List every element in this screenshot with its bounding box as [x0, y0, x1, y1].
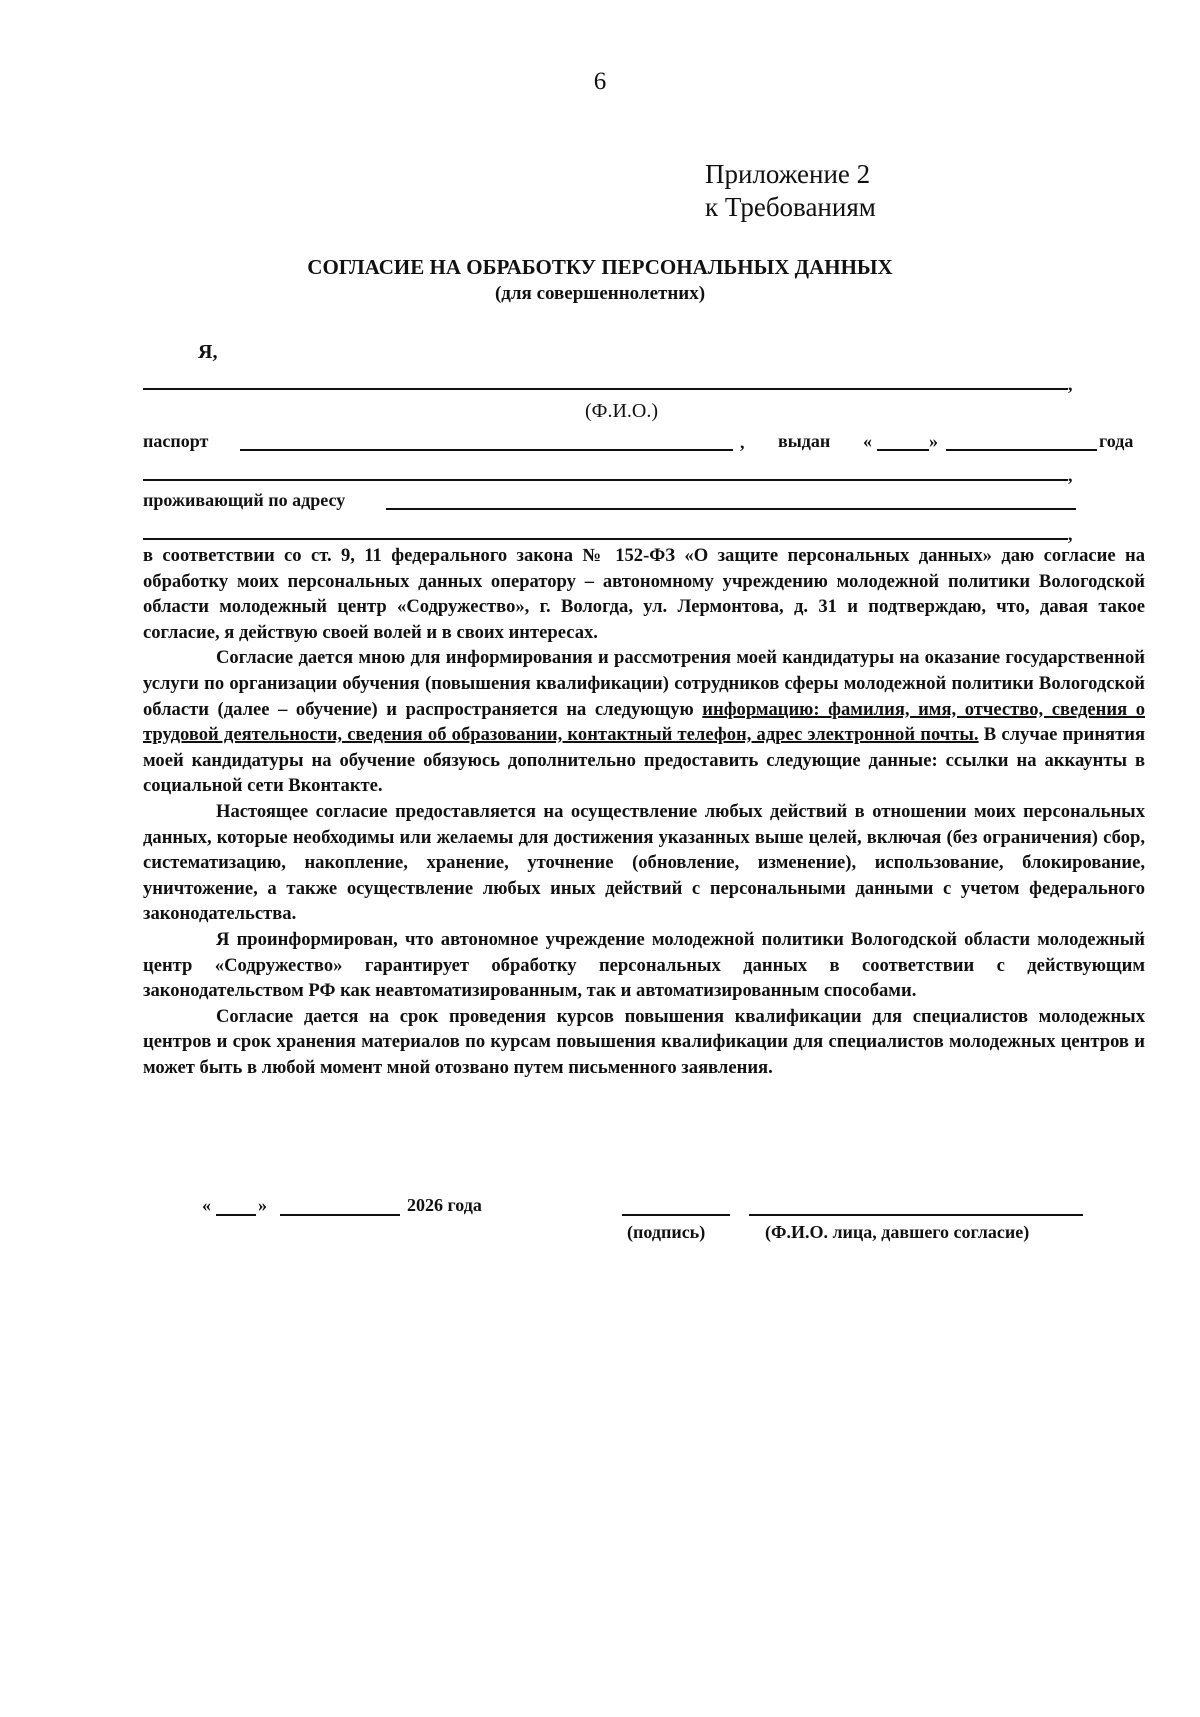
appendix-line-2: к Требованиям	[705, 192, 876, 222]
document-subtitle: (для совершеннолетних)	[494, 283, 706, 304]
paragraph-1: в соответствии со ст. 9, 11 федерального закона № 152-ФЗ «О защите персональных данных» даю согласие на обработку моих персональных данных оператору – автономному учреждению молодежной политики Вологодской области молодежный центр «Содружество», г. Вологда, ул. Лермонтова, д. 31 и подтверждаю, что, давая такое согласие, я действую своей волей и в своих интересах.	[143, 545, 1145, 643]
appendix-line-1: Приложение 2	[705, 159, 871, 189]
paragraph-2-part-a: Согласие дается мною для информирования и рассмотрения моей кандидатуры на оказание государственной услуги по организации обучения (повышения квалификации) сотрудников сферы молодежной политики Вологодской области (далее – обучение) и распространяется на следующую	[143, 647, 1145, 720]
signature-line[interactable]	[622, 1214, 730, 1216]
paragraph-5: Согласие дается на срок проведения курсов повышения квалификации для специалистов молодежных центров и срок хранения материалов по курсам повышения квалификации для специалистов молодежных центров и может быть в любой момент мной отозвано путем письменного заявления.	[143, 1005, 1145, 1078]
paragraph-3: Настоящее согласие предоставляется на осуществление любых действий в отношении моих персональных данных, которые необходимы или желаемы для достижения указанных выше целей, включая (без ограничения) сбор, систематизацию, накопление, хранение, уточнение (обновление, изменение), использование, блокирование, уничтожение, а также осуществление любых иных действий с персональными данными с учетом федерального законодательства.	[143, 800, 1145, 925]
page-number: 6	[593, 68, 607, 95]
consent-body	[143, 543, 1145, 1080]
comma: ,	[1068, 524, 1073, 544]
signature-caption: (подпись)	[627, 1222, 706, 1242]
signer-fio-line[interactable]	[749, 1214, 1083, 1216]
passport-line[interactable]	[240, 449, 733, 451]
sign-month-line[interactable]	[280, 1214, 400, 1216]
address-line[interactable]	[386, 508, 1076, 510]
address-line-2[interactable]	[143, 538, 1068, 540]
sign-day-line[interactable]	[216, 1214, 256, 1216]
passport-label: паспорт	[143, 431, 209, 451]
issued-month-line[interactable]	[946, 449, 1097, 451]
appendix-header	[705, 158, 876, 224]
fio-line[interactable]	[143, 388, 1068, 390]
paragraph-4: Я проинформирован, что автономное учреждение молодежной политики Вологодской области молодежный центр «Содружество» гарантирует обработку персональных данных в соответствии с действующим законодательством РФ как неавтоматизированным, так и автоматизированным способами.	[143, 928, 1145, 1002]
sign-year-text: 2026 года	[407, 1195, 482, 1215]
sign-quote-open: «	[202, 1195, 211, 1215]
sign-quote-close: »	[258, 1195, 267, 1215]
passport-issuer-line[interactable]	[143, 479, 1068, 481]
quote-open: «	[863, 431, 872, 451]
ya-label: Я,	[198, 341, 218, 363]
comma: ,	[740, 432, 745, 452]
address-label: проживающий по адресу	[143, 490, 346, 510]
signer-fio-caption: (Ф.И.О. лица, давшего согласие)	[765, 1222, 1030, 1242]
year-label: года	[1099, 431, 1134, 451]
quote-close: »	[929, 431, 938, 451]
document-title: СОГЛАСИЕ НА ОБРАБОТКУ ПЕРСОНАЛЬНЫХ ДАННЫХ	[307, 255, 893, 279]
paragraph-2	[143, 645, 1145, 799]
paragraph-2-underlined: информацию: фамилия, имя, отчество, сведения о трудовой деятельности, сведения об образовании, контактный телефон, адрес электронной почты.	[143, 698, 1146, 746]
paragraph-2-part-b: В случае принятия моей кандидатуры на обучение обязуюсь дополнительно предоставить следующие данные: ссылки на аккаунты в социальной сети Вконтакте.	[143, 724, 1146, 797]
fio-caption: (Ф.И.О.)	[585, 400, 659, 422]
issued-label: выдан	[778, 431, 831, 451]
comma: ,	[1068, 465, 1073, 485]
comma: ,	[1068, 374, 1073, 394]
issued-day-line[interactable]	[877, 449, 929, 451]
